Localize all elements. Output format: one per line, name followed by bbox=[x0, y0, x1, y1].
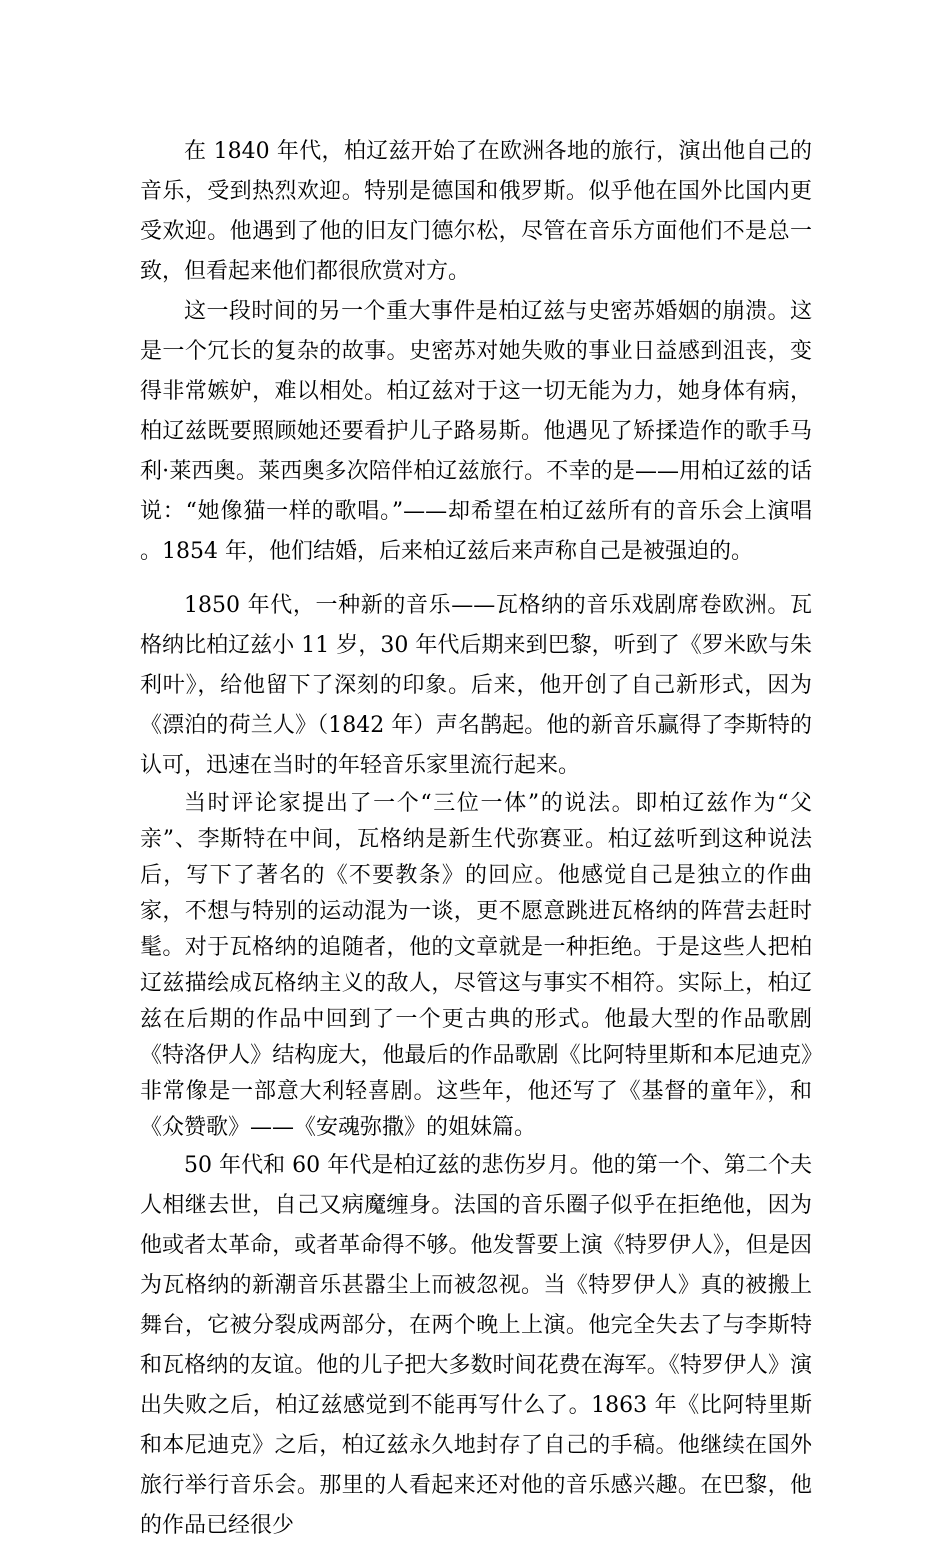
paragraph-trinity-critique: 当时评论家提出了一个“三位一体”的说法。即柏辽兹作为“父亲”、李斯特在中间，瓦格纳是新生代弥赛亚。柏辽兹听到这种说法后，写下了著名的《不要教条》的回应。他感觉自己是独立的作曲家，不想与特别的运动混为一谈，更不愿意跳进瓦格纳的阵营去赶时髦。对于瓦格纳的追随者，他的文章就是一种拒绝。于是这些人把柏辽兹描绘成瓦格纳主义的敌人，尽管这与事实不相符。实际上，柏辽兹在后期的作品中回到了一个更古典的形式。他最大型的作品歌剧《特洛伊人》结构庞大，他最后的作品歌剧《比阿特里斯和本尼迪克》非常像是一部意大利轻喜剧。这些年，他还写了《基督的童年》，和《众赞歌》——《安魂弥撒》的姐妹篇。 bbox=[140, 791, 812, 1140]
document-body bbox=[140, 132, 812, 1546]
paragraph-marriage-collapse: 这一段时间的另一个重大事件是柏辽兹与史密苏婚姻的崩溃。这是一个冗长的复杂的故事。史密苏对她失败的事业日益感到沮丧，变得非常嫉妒，难以相处。柏辽兹对于这一切无能为力，她身体有病，柏辽兹既要照顾她还要看护儿子路易斯。他遇见了矫揉造作的歌手马利·莱西奥。莱西奥多次陪伴柏辽兹旅行。不幸的是——用柏辽兹的话说：“她像猫一样的歌唱。”——却希望在柏辽兹所有的音乐会上演唱 。1854 年，他们结婚，后来柏辽兹后来声称自己是被强迫的。 bbox=[140, 299, 812, 564]
paragraph-1840s-travels: 在 1840 年代，柏辽兹开始了在欧洲各地的旅行，演出他自己的音乐，受到热烈欢迎。特别是德国和俄罗斯。似乎他在国外比国内更受欢迎。他遇到了他的旧友门德尔松，尽管在音乐方面他们不是总一致，但看起来他们都很欣赏对方。 bbox=[140, 139, 812, 284]
paragraph-sad-years: 50 年代和 60 年代是柏辽兹的悲伤岁月。他的第一个、第二个夫人相继去世，自己又病魔缠身。法国的音乐圈子似乎在拒绝他，因为他或者太革命，或者革命得不够。他发誓要上演《特罗伊人》，但是因为瓦格纳的新潮音乐甚嚣尘上而被忽视。当《特罗伊人》真的被搬上舞台，它被分裂成两部分，在两个晚上上演。他完全失去了与李斯特和瓦格纳的友谊。他的儿子把大多数时间花费在海军。《特罗伊人》演出失败之后，柏辽兹感觉到不能再写什么了。1863 年《比阿特里斯和本尼迪克》之后，柏辽兹永久地封存了自己的手稿。他继续在国外旅行举行音乐会。那里的人看起来还对他的音乐感兴趣。在巴黎，他的作品已经很少 bbox=[140, 1153, 812, 1538]
paragraph-wagner-music: 1850 年代，一种新的音乐——瓦格纳的音乐戏剧席卷欧洲。瓦格纳比柏辽兹小 11 岁，30 年代后期来到巴黎，听到了《罗米欧与朱利叶》，给他留下了深刻的印象。后来，他开创了自己新形式，因为《漂泊的荷兰人》（1842 年）声名鹊起。他的新音乐赢得了李斯特的认可，迅速在当时的年轻音乐家里流行起来。 bbox=[140, 593, 812, 778]
